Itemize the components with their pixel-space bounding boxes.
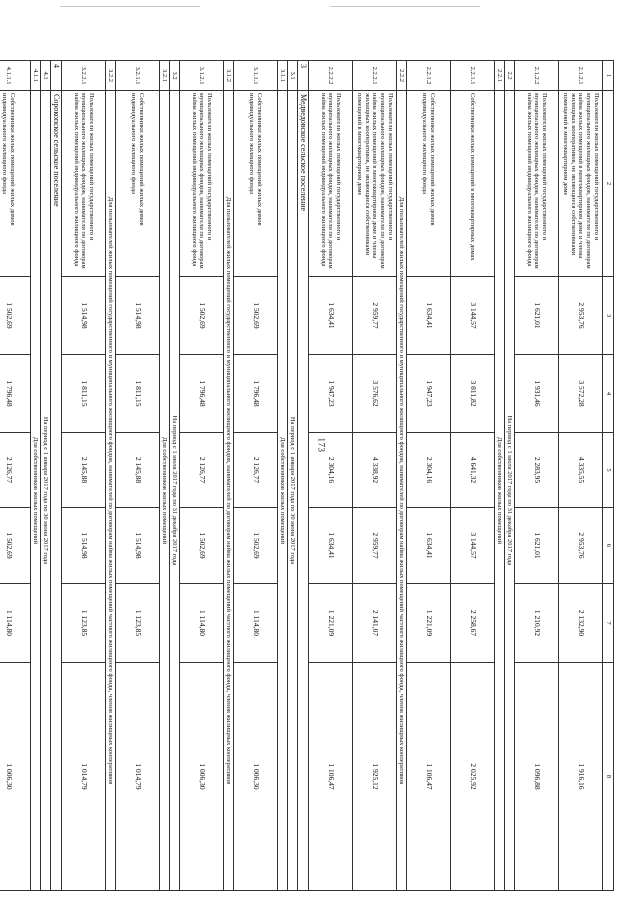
row-value-v6: 1 634,41 — [407, 508, 451, 584]
row-value-v5: 4 641,32 — [451, 433, 495, 508]
row-value-v6: 1 502,69 — [0, 508, 31, 584]
table-row — [234, 61, 278, 891]
period-title: На период с 1 июля 2017 года по 31 декабря 2017 года — [170, 91, 180, 891]
row-value-v7: 1 123,85 — [62, 584, 106, 663]
row-value-v3: 2 959,77 — [353, 277, 397, 355]
column-header: 1 — [603, 61, 614, 91]
row-value-v4: 1 947,23 — [309, 355, 353, 433]
row-value-v8: 1 006,30 — [180, 663, 224, 891]
row-code: 3.1.1.1 — [234, 61, 278, 91]
row-value-v6: 1 621,01 — [515, 508, 559, 584]
row-code: 3.2.1 — [160, 61, 170, 91]
table-row — [407, 61, 451, 891]
table-row — [62, 61, 106, 891]
category-title: Для собственников жилых помещений — [31, 91, 41, 891]
row-description: Пользователи жилых помещений государственного и муниципального жилищных фондов, наниматели по договорам найма жилых помещений индивидуального жилищного фонда — [180, 91, 224, 277]
row-value-v6: 1 502,69 — [180, 508, 224, 584]
row-code: 2.2.2.1 — [353, 61, 397, 91]
period-title: На период с 1 июля 2017 года по 31 декабря 2017 года — [505, 91, 515, 891]
row-value-v4: 1 811,15 — [116, 355, 160, 433]
row-value-v4: 1 796,48 — [234, 355, 278, 433]
row-code: 3.1.1 — [278, 61, 288, 91]
row-value-v7: 1 221,09 — [309, 584, 353, 663]
row-value-v5: 2 126,77 — [0, 433, 31, 508]
period-row — [170, 61, 180, 891]
column-header: 3 — [603, 277, 614, 355]
category-title: Для пользователей жилых помещений государственного и муниципального жилищного фондов, нанимателей по договорам найма жилых помещений частного жилищного фонда, членов жилищных кооперативов — [106, 91, 116, 891]
table-body — [0, 61, 603, 891]
table-header-row — [603, 61, 614, 891]
row-code: 3.2 — [170, 61, 180, 91]
row-value-v6: 1 502,69 — [234, 508, 278, 584]
row-code: 4.1 — [41, 61, 51, 91]
column-header: 4 — [603, 355, 614, 433]
row-value-v4: 1 931,46 — [515, 355, 559, 433]
row-code: 2.2.1.1 — [451, 61, 495, 91]
row-value-v6: 1 514,98 — [116, 508, 160, 584]
table-row — [180, 61, 224, 891]
row-value-v4: 3 811,82 — [451, 355, 495, 433]
row-value-v8: 1 106,47 — [309, 663, 353, 891]
table-row — [0, 61, 31, 891]
category-title: Для собственников жилых помещений — [495, 91, 505, 891]
row-value-v5: 2 126,77 — [180, 433, 224, 508]
period-row — [288, 61, 298, 891]
row-value-v3: 1 502,69 — [234, 277, 278, 355]
row-value-v3: 2 953,76 — [559, 277, 603, 355]
category-row — [495, 61, 505, 891]
row-value-v3: 1 502,69 — [180, 277, 224, 355]
row-code: 3 — [298, 61, 309, 91]
period-title: На период с 1 января 2017 года по 30 июня 2017 года — [41, 91, 51, 891]
period-row — [41, 61, 51, 891]
row-code: 4.1.1 — [31, 61, 41, 91]
row-code: 3.2.1.1 — [116, 61, 160, 91]
row-description: Собственники жилых помещений жилых домов индивидуального жилищного фонда — [234, 91, 278, 277]
row-value-v4: 1 947,23 — [407, 355, 451, 433]
category-row — [106, 61, 116, 891]
row-value-v3: 1 621,01 — [515, 277, 559, 355]
row-value-v5: 4 335,55 — [559, 433, 603, 508]
category-row — [397, 61, 407, 891]
row-value-v4: 3 572,28 — [559, 355, 603, 433]
row-code: 2.1.2.1 — [559, 61, 603, 91]
row-code: 3.1.2.1 — [180, 61, 224, 91]
row-value-v4: 1 796,48 — [180, 355, 224, 433]
row-value-v6: 3 144,57 — [451, 508, 495, 584]
row-description: Пользователи жилых помещений государственного и муниципального жилищных фондов, наниматели по договорам найма жилых помещений в многоквартирном доме и члены жилищных кооперативов, не являющиеся собственниками помещений в многоквартирном доме — [353, 91, 397, 277]
row-value-v3: 3 144,57 — [451, 277, 495, 355]
row-code: 2.2.2.2 — [309, 61, 353, 91]
row-value-v8: 1 006,30 — [234, 663, 278, 891]
row-value-v7: 1 123,85 — [116, 584, 160, 663]
row-code: 2.2.1 — [495, 61, 505, 91]
period-row — [505, 61, 515, 891]
category-title: Для собственников жилых помещений — [160, 91, 170, 891]
section-row — [51, 61, 62, 891]
row-description: Пользователи жилых помещений государственного и муниципального жилищных фондов, наниматели по договорам найма жилых помещений индивидуального жилищного фонда — [515, 91, 559, 277]
row-description: Собственники жилых помещений жилых домов индивидуального жилищного фонда — [0, 91, 31, 277]
row-value-v6: 2 953,76 — [559, 508, 603, 584]
section-title: Сорокопское сельское поселение — [51, 91, 62, 891]
table-row — [451, 61, 495, 891]
category-row — [278, 61, 288, 891]
row-description: Собственники жилых помещений в многоквартирных домах — [451, 91, 495, 277]
row-value-v6: 2 959,77 — [353, 508, 397, 584]
category-row — [31, 61, 41, 891]
category-row — [160, 61, 170, 891]
column-header: 8 — [603, 663, 614, 891]
row-value-v5: 4 338,92 — [353, 433, 397, 508]
row-value-v8: 1 014,79 — [116, 663, 160, 891]
row-value-v7: 1 114,80 — [0, 584, 31, 663]
row-value-v5: 2 145,88 — [62, 433, 106, 508]
category-title: Для собственников жилых помещений — [278, 91, 288, 891]
row-code: 4.1.1.1 — [0, 61, 31, 91]
row-code: 3.2.2 — [106, 61, 116, 91]
tariff-table — [0, 60, 614, 891]
row-value-v8: 1 925,12 — [353, 663, 397, 891]
row-value-v3: 1 502,69 — [0, 277, 31, 355]
row-description: Пользователи жилых помещений государственного и муниципального жилищных фондов, наниматели по договорам найма жилых помещений в многоквартирном доме и члены жилищных кооперативов, не являющиеся собственниками помещений в многоквартирном доме — [559, 91, 603, 277]
row-value-v7: 1 221,09 — [407, 584, 451, 663]
row-code: 4 — [51, 61, 62, 91]
row-value-v8: 1 014,79 — [62, 663, 106, 891]
row-value-v4: 1 796,48 — [0, 355, 31, 433]
section-row — [298, 61, 309, 891]
row-value-v7: 2 132,90 — [559, 584, 603, 663]
row-value-v8: 1 096,88 — [515, 663, 559, 891]
row-code: 3.1 — [288, 61, 298, 91]
table-row — [309, 61, 353, 891]
row-value-v7: 1 210,92 — [515, 584, 559, 663]
row-code: 2.1.2.2 — [515, 61, 559, 91]
row-value-v6: 1 634,41 — [309, 508, 353, 584]
column-header: 2 — [603, 91, 614, 277]
row-description: Пользователи жилых помещений государственного и муниципального жилищных фондов, наниматели по договорам найма жилых помещений индивидуального жилищного фонда — [62, 91, 106, 277]
row-value-v8: 2 025,92 — [451, 663, 495, 891]
row-description: Пользователи жилых помещений государственного и муниципального жилищных фондов, наниматели по договорам найма жилых помещений индивидуального жилищного фонда — [309, 91, 353, 277]
table-row — [515, 61, 559, 891]
row-code: 2.2.2 — [397, 61, 407, 91]
scan-edge-mark-right — [330, 6, 480, 7]
row-code: 2.2.1.2 — [407, 61, 451, 91]
row-code: 3.1.2 — [224, 61, 234, 91]
rotated-table-container — [1, 60, 614, 890]
table-row — [353, 61, 397, 891]
category-title: Для пользователей жилых помещений государственного и муниципального жилищного фондов, нанимателей по договорам найма жилых помещений частного жилищного фонда, членов жилищных кооперативов — [224, 91, 234, 891]
column-header: 5 — [603, 433, 614, 508]
table-row — [559, 61, 603, 891]
row-value-v3: 1 634,41 — [309, 277, 353, 355]
row-value-v7: 2 141,07 — [353, 584, 397, 663]
category-row — [224, 61, 234, 891]
section-title: Медведовское сельское поселение — [298, 91, 309, 891]
row-value-v5: 2 304,16 — [309, 433, 353, 508]
column-header: 6 — [603, 508, 614, 584]
row-value-v3: 1 514,98 — [116, 277, 160, 355]
row-value-v4: 1 811,15 — [62, 355, 106, 433]
period-title: На период с 1 января 2017 года по 30 июня 2017 года — [288, 91, 298, 891]
scan-edge-mark-left — [60, 6, 200, 7]
row-value-v4: 3 576,62 — [353, 355, 397, 433]
table-frame — [1, 60, 614, 890]
row-value-v5: 2 126,77 — [234, 433, 278, 508]
row-value-v7: 1 114,80 — [180, 584, 224, 663]
row-description: Собственники жилых помещений жилых домов индивидуального жилищного фонда — [407, 91, 451, 277]
row-value-v8: 1 106,47 — [407, 663, 451, 891]
row-value-v3: 1 634,41 — [407, 277, 451, 355]
row-value-v6: 1 514,98 — [62, 508, 106, 584]
row-value-v8: 1 916,16 — [559, 663, 603, 891]
row-value-v7: 2 258,67 — [451, 584, 495, 663]
row-description: Собственники жилых помещений жилых домов индивидуального жилищного фонда — [116, 91, 160, 277]
table-row — [116, 61, 160, 891]
page-number: 173 — [316, 437, 327, 453]
row-code: 2.2 — [505, 61, 515, 91]
row-value-v5: 2 283,95 — [515, 433, 559, 508]
row-value-v5: 2 304,16 — [407, 433, 451, 508]
row-value-v3: 1 514,98 — [62, 277, 106, 355]
category-title: Для пользователей жилых помещений государственного и муниципального жилищного фондов, нанимателей по договорам найма жилых помещений частного жилищного фонда, членов жилищных кооперативов — [397, 91, 407, 891]
row-value-v5: 2 145,88 — [116, 433, 160, 508]
row-code: 3.2.2.1 — [62, 61, 106, 91]
row-value-v8: 1 006,30 — [0, 663, 31, 891]
row-value-v7: 1 114,80 — [234, 584, 278, 663]
column-header: 7 — [603, 584, 614, 663]
